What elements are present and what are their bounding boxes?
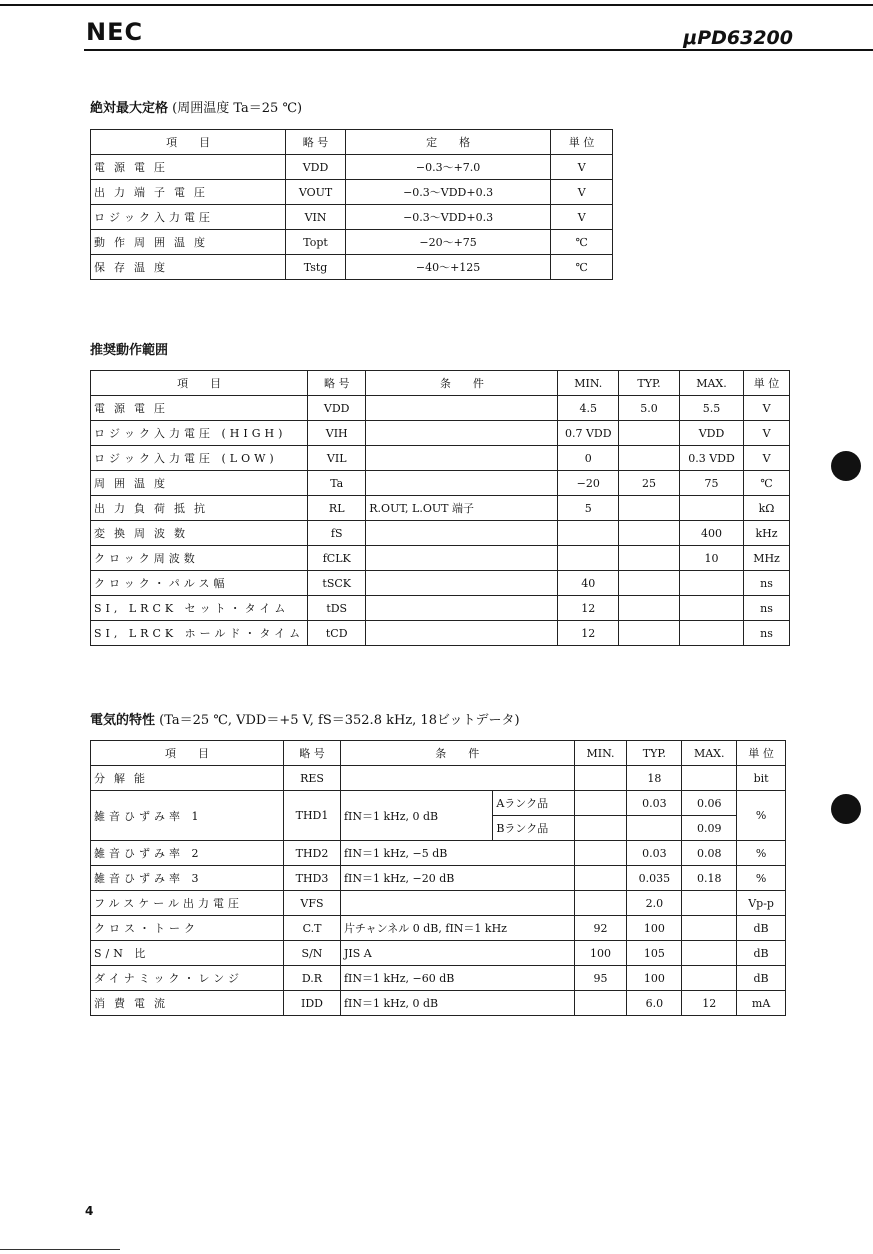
symbol-cell: VIN <box>286 205 346 230</box>
column-header: 単 位 <box>551 130 613 155</box>
condition-cell: 片チャンネル 0 dB, fIN＝1 kHz <box>340 916 574 941</box>
min-cell <box>574 991 627 1016</box>
typ-cell <box>619 596 680 621</box>
item-cell: 動作周囲温度 <box>91 230 286 255</box>
table-row <box>91 255 613 280</box>
item-cell: 保存温度 <box>91 255 286 280</box>
condition-cell: R.OUT, L.OUT 端子 <box>366 496 558 521</box>
symbol-cell: VFS <box>284 891 341 916</box>
nec-logo: NEC <box>86 18 144 46</box>
table-header-row <box>91 130 613 155</box>
min-cell <box>558 546 619 571</box>
min-cell: −20 <box>558 471 619 496</box>
rating-cell: −0.3〜+7.0 <box>345 155 551 180</box>
table-row <box>91 621 790 646</box>
table-row <box>91 841 786 866</box>
symbol-cell: C.T <box>284 916 341 941</box>
unit-cell: V <box>551 180 613 205</box>
max-cell <box>682 941 737 966</box>
electrical-table <box>90 740 786 1016</box>
item-cell: 電源電圧 <box>91 396 308 421</box>
min-cell: 0 <box>558 446 619 471</box>
column-header: MIN. <box>574 741 627 766</box>
page-number: 4 <box>85 1204 94 1218</box>
column-header: 略 号 <box>286 130 346 155</box>
symbol-cell: tCD <box>308 621 366 646</box>
condition-cell <box>366 471 558 496</box>
table-row <box>91 891 786 916</box>
recommended-title: 推奨動作範囲 <box>90 343 169 358</box>
column-header: MAX. <box>682 741 737 766</box>
table-row <box>91 521 790 546</box>
typ-cell: 100 <box>627 916 682 941</box>
unit-cell: dB <box>737 941 786 966</box>
typ-cell <box>619 496 680 521</box>
item-cell: フルスケール出力電圧 <box>91 891 284 916</box>
column-header: 条 件 <box>340 741 574 766</box>
min-cell: 95 <box>574 966 627 991</box>
item-cell: クロック周波数 <box>91 546 308 571</box>
condition-cell <box>366 546 558 571</box>
symbol-cell: VDD <box>308 396 366 421</box>
rating-cell: −20〜+75 <box>345 230 551 255</box>
item-cell: ロジック入力電圧 (HIGH) <box>91 421 308 446</box>
bottom-rule <box>0 1249 120 1250</box>
condition-cell <box>366 571 558 596</box>
max-cell: 12 <box>682 991 737 1016</box>
min-cell <box>574 841 627 866</box>
rating-cell: −0.3〜VDD+0.3 <box>345 205 551 230</box>
unit-cell: dB <box>737 966 786 991</box>
table-row <box>91 991 786 1016</box>
abs-max-heading <box>90 97 302 116</box>
column-header: TYP. <box>619 371 680 396</box>
symbol-cell: VIL <box>308 446 366 471</box>
column-header: MAX. <box>679 371 743 396</box>
table-row <box>91 396 790 421</box>
unit-cell: ns <box>744 571 790 596</box>
column-header: 項 目 <box>91 371 308 396</box>
unit-cell: V <box>551 205 613 230</box>
symbol-cell: fS <box>308 521 366 546</box>
typ-cell: 105 <box>627 941 682 966</box>
table-row <box>91 205 613 230</box>
table-row <box>91 916 786 941</box>
typ-cell <box>619 546 680 571</box>
column-header: MIN. <box>558 371 619 396</box>
typ-cell: 5.0 <box>619 396 680 421</box>
symbol-cell: THD3 <box>284 866 341 891</box>
item-cell: 分解能 <box>91 766 284 791</box>
top-rule <box>0 4 873 6</box>
column-header: 単 位 <box>737 741 786 766</box>
item-cell: 周囲温度 <box>91 471 308 496</box>
symbol-cell: RL <box>308 496 366 521</box>
min-cell <box>574 766 627 791</box>
typ-cell: 25 <box>619 471 680 496</box>
max-cell <box>682 916 737 941</box>
rank-cell: Bランク品 <box>493 816 574 841</box>
min-cell: 40 <box>558 571 619 596</box>
column-header: 略 号 <box>308 371 366 396</box>
table-row <box>91 155 613 180</box>
table-row <box>91 230 613 255</box>
max-cell <box>679 496 743 521</box>
max-cell: 0.09 <box>682 816 737 841</box>
condition-cell: JIS A <box>340 941 574 966</box>
table-row <box>91 596 790 621</box>
column-header: 定 格 <box>345 130 551 155</box>
typ-cell: 0.03 <box>627 791 682 816</box>
max-cell: 5.5 <box>679 396 743 421</box>
unit-cell: V <box>744 396 790 421</box>
column-header: 項 目 <box>91 741 284 766</box>
symbol-cell: S/N <box>284 941 341 966</box>
table-row <box>91 791 786 816</box>
symbol-cell: Topt <box>286 230 346 255</box>
table-row <box>91 571 790 596</box>
unit-cell: ns <box>744 596 790 621</box>
table-header-row <box>91 741 786 766</box>
typ-cell <box>619 446 680 471</box>
condition-cell: fIN＝1 kHz, 0 dB <box>340 991 574 1016</box>
condition-cell: fIN＝1 kHz, −60 dB <box>340 966 574 991</box>
item-cell: クロック・パルス幅 <box>91 571 308 596</box>
item-cell: ロジック入力電圧 (LOW) <box>91 446 308 471</box>
max-cell <box>682 766 737 791</box>
min-cell <box>558 521 619 546</box>
max-cell: 0.3 VDD <box>679 446 743 471</box>
table-row <box>91 546 790 571</box>
min-cell <box>574 891 627 916</box>
column-header: 単 位 <box>744 371 790 396</box>
typ-cell <box>619 421 680 446</box>
item-cell: S/N 比 <box>91 941 284 966</box>
table-row <box>91 941 786 966</box>
recommended-heading <box>90 339 168 358</box>
item-cell: 出力端子電圧 <box>91 180 286 205</box>
binding-hole-dot <box>831 794 861 824</box>
min-cell: 4.5 <box>558 396 619 421</box>
abs-max-condition: (周囲温度 Ta＝25 ℃) <box>172 101 303 116</box>
condition-cell <box>366 396 558 421</box>
typ-cell: 100 <box>627 966 682 991</box>
table-header-row <box>91 371 790 396</box>
item-cell: 変換周波数 <box>91 521 308 546</box>
table-row <box>91 421 790 446</box>
unit-cell: ℃ <box>744 471 790 496</box>
condition-cell <box>366 596 558 621</box>
max-cell: 0.08 <box>682 841 737 866</box>
min-cell: 5 <box>558 496 619 521</box>
electrical-condition: (Ta＝25 ℃, VDD＝+5 V, fS＝352.8 kHz, 18ビットデータ) <box>159 713 520 728</box>
table-row <box>91 180 613 205</box>
typ-cell: 0.035 <box>627 866 682 891</box>
table-row <box>91 866 786 891</box>
max-cell: 10 <box>679 546 743 571</box>
table-row <box>91 471 790 496</box>
min-cell: 12 <box>558 621 619 646</box>
max-cell: 75 <box>679 471 743 496</box>
item-cell: SI, LRCK セット・タイム <box>91 596 308 621</box>
max-cell <box>679 596 743 621</box>
condition-cell <box>366 521 558 546</box>
min-cell <box>574 791 627 816</box>
unit-cell: V <box>551 155 613 180</box>
item-cell: 出力負荷抵抗 <box>91 496 308 521</box>
condition-cell: fIN＝1 kHz, −20 dB <box>340 866 574 891</box>
unit-cell: MHz <box>744 546 790 571</box>
column-header: TYP. <box>627 741 682 766</box>
item-cell: SI, LRCK ホールド・タイム <box>91 621 308 646</box>
column-header: 略 号 <box>284 741 341 766</box>
typ-cell <box>627 816 682 841</box>
unit-cell: kΩ <box>744 496 790 521</box>
unit-cell: V <box>744 446 790 471</box>
symbol-cell: RES <box>284 766 341 791</box>
symbol-cell: THD2 <box>284 841 341 866</box>
typ-cell: 0.03 <box>627 841 682 866</box>
max-cell <box>682 891 737 916</box>
max-cell: 0.06 <box>682 791 737 816</box>
item-cell: 電源電圧 <box>91 155 286 180</box>
unit-cell: ℃ <box>551 255 613 280</box>
condition-cell <box>340 766 574 791</box>
unit-cell: % <box>737 866 786 891</box>
condition-cell <box>366 621 558 646</box>
unit-cell: bit <box>737 766 786 791</box>
column-header: 条 件 <box>366 371 558 396</box>
symbol-cell: VOUT <box>286 180 346 205</box>
item-cell: クロス・トーク <box>91 916 284 941</box>
max-cell: 0.18 <box>682 866 737 891</box>
max-cell <box>682 966 737 991</box>
max-cell <box>679 571 743 596</box>
unit-cell: ns <box>744 621 790 646</box>
max-cell <box>679 621 743 646</box>
symbol-cell: THD1 <box>284 791 341 841</box>
min-cell <box>574 866 627 891</box>
typ-cell: 6.0 <box>627 991 682 1016</box>
item-cell: 消費電流 <box>91 991 284 1016</box>
item-cell: 雑音ひずみ率 3 <box>91 866 284 891</box>
unit-cell: kHz <box>744 521 790 546</box>
symbol-cell: D.R <box>284 966 341 991</box>
condition-cell <box>366 446 558 471</box>
header-rule <box>84 49 873 51</box>
item-cell: 雑音ひずみ率 2 <box>91 841 284 866</box>
symbol-cell: VIH <box>308 421 366 446</box>
item-cell: ダイナミック・レンジ <box>91 966 284 991</box>
unit-cell: dB <box>737 916 786 941</box>
abs-max-table <box>90 129 613 280</box>
symbol-cell: tDS <box>308 596 366 621</box>
column-header: 項 目 <box>91 130 286 155</box>
symbol-cell: tSCK <box>308 571 366 596</box>
min-cell: 12 <box>558 596 619 621</box>
max-cell: VDD <box>679 421 743 446</box>
table-row <box>91 446 790 471</box>
symbol-cell: VDD <box>286 155 346 180</box>
recommended-table <box>90 370 790 646</box>
min-cell: 0.7 VDD <box>558 421 619 446</box>
typ-cell: 2.0 <box>627 891 682 916</box>
unit-cell: % <box>737 841 786 866</box>
condition-cell <box>366 421 558 446</box>
item-cell: ロジック入力電圧 <box>91 205 286 230</box>
abs-max-title: 絶対最大定格 <box>90 101 169 116</box>
electrical-heading <box>90 709 520 728</box>
max-cell: 400 <box>679 521 743 546</box>
unit-cell: % <box>737 791 786 841</box>
typ-cell <box>619 621 680 646</box>
symbol-cell: IDD <box>284 991 341 1016</box>
condition-cell: fIN＝1 kHz, −5 dB <box>340 841 574 866</box>
part-number: μPD63200 <box>683 27 793 49</box>
typ-cell: 18 <box>627 766 682 791</box>
typ-cell <box>619 571 680 596</box>
rating-cell: −0.3〜VDD+0.3 <box>345 180 551 205</box>
rank-cell: Aランク品 <box>493 791 574 816</box>
table-row <box>91 496 790 521</box>
min-cell: 92 <box>574 916 627 941</box>
condition-cell: fIN＝1 kHz, 0 dB <box>340 791 492 841</box>
min-cell: 100 <box>574 941 627 966</box>
unit-cell: Vp-p <box>737 891 786 916</box>
condition-cell <box>340 891 574 916</box>
symbol-cell: fCLK <box>308 546 366 571</box>
typ-cell <box>619 521 680 546</box>
item-cell: 雑音ひずみ率 1 <box>91 791 284 841</box>
rating-cell: −40〜+125 <box>345 255 551 280</box>
unit-cell: V <box>744 421 790 446</box>
unit-cell: mA <box>737 991 786 1016</box>
table-row <box>91 966 786 991</box>
table-row <box>91 766 786 791</box>
symbol-cell: Tstg <box>286 255 346 280</box>
binding-hole-dot <box>831 451 861 481</box>
min-cell <box>574 816 627 841</box>
electrical-title: 電気的特性 <box>90 713 156 728</box>
unit-cell: ℃ <box>551 230 613 255</box>
symbol-cell: Ta <box>308 471 366 496</box>
